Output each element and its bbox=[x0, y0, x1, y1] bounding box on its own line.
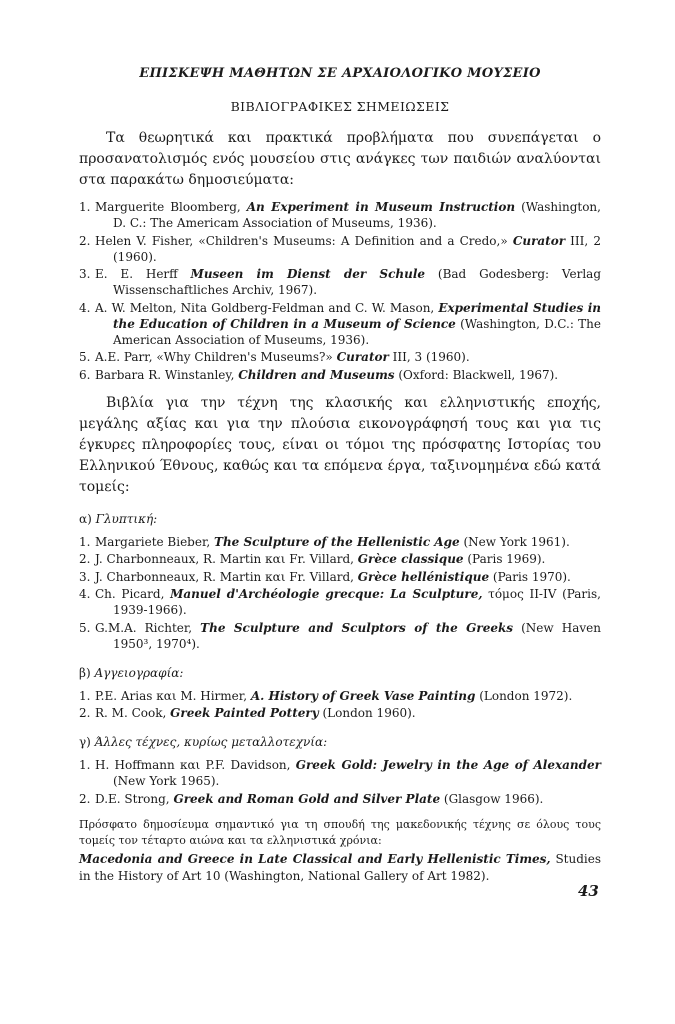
reference-num: 2. bbox=[79, 233, 91, 248]
reference-post: (Paris 1969). bbox=[463, 552, 546, 566]
page-number: 43 bbox=[578, 882, 599, 900]
reference-title: Experimental Studies in the Education of Children in a Museum of Science bbox=[113, 300, 601, 331]
reference-item bbox=[79, 551, 601, 567]
reference-num: 2. bbox=[79, 552, 91, 566]
reference-pre: Margariete Bieber, bbox=[95, 534, 215, 549]
reference-num: 4. bbox=[79, 587, 91, 601]
reference-post: (Oxford: Blackwell, 1967). bbox=[394, 367, 559, 382]
intro-paragraph: Τα θεωρητικά και πρακτικά προβλήματα που συνεπάγεται ο προσανατολισμός ενός μουσείου στις ανάγκες των παιδιών αναλύονται στα παρακάτω δημοσιεύματα: bbox=[79, 130, 601, 188]
reference-title: Curator bbox=[512, 233, 566, 248]
reference-title: The Sculpture and Sculptors of the Greeks bbox=[200, 620, 514, 635]
reference-pre: J. Charbonneaux, R. Martin και Fr. Villard, bbox=[95, 569, 358, 584]
reference-item bbox=[79, 757, 601, 789]
reference-item bbox=[79, 367, 601, 383]
reference-num: 5. bbox=[79, 620, 91, 635]
reference-item bbox=[79, 233, 601, 265]
reference-title: Museen im Dienst der Schule bbox=[190, 267, 426, 281]
reference-num: 1. bbox=[79, 758, 91, 772]
reference-item bbox=[79, 586, 601, 618]
reference-pre: Helen V. Fisher, «Children's Museums: A Definition and a Credo,» bbox=[95, 233, 513, 248]
reference-pre: Barbara R. Winstanley, bbox=[95, 367, 239, 382]
reference-title: Children and Museums bbox=[238, 367, 395, 382]
reference-title: An Experiment in Museum Instruction bbox=[246, 200, 516, 214]
subsection-label: β) bbox=[79, 665, 91, 680]
reference-item bbox=[79, 791, 601, 807]
reference-item bbox=[79, 705, 601, 721]
subsection-label: γ) bbox=[79, 735, 91, 749]
reference-post: τόμος II-IV (Paris, 1939-1966). bbox=[113, 587, 601, 617]
reference-pre: D.E. Strong, bbox=[95, 791, 174, 806]
subsection-label: α) bbox=[79, 511, 92, 526]
reference-num: 6. bbox=[79, 367, 91, 382]
subsection-heading bbox=[79, 666, 601, 680]
books-intro-paragraph: Βιβλία για την τέχνη της κλασικής και ελληνιστικής εποχής, μεγάλης αξίας και για την πλούσια εικονογράφησή τους και για τις έγκυρες πληροφορίες τους, είναι οι τόμοι της πρόσφατης Ιστορίας του Ελληνικού Έθνους, καθώς και τα επόμενα έργα, ταξινομημένα εδώ κατά τομείς: bbox=[79, 394, 601, 495]
closing-details: Studies in the History of Art 10 (Washington, National Gallery of Art 1982). bbox=[79, 851, 601, 883]
reference-title: A. History of Greek Vase Painting bbox=[250, 688, 476, 703]
reference-title: Grèce classique bbox=[357, 552, 464, 566]
reference-pre: R. M. Cook, bbox=[95, 706, 171, 720]
reference-title: Manuel d'Archéologie grecque: La Sculpture, bbox=[170, 587, 483, 601]
reference-post: (New York 1961). bbox=[459, 534, 570, 549]
reference-num: 4. bbox=[79, 300, 91, 315]
subsection-title: Άλλες τέχνες, κυρίως μεταλλοτεχνία: bbox=[94, 735, 328, 749]
reference-pre: Marguerite Bloomberg, bbox=[95, 200, 247, 214]
reference-num: 2. bbox=[79, 706, 91, 720]
reference-item bbox=[79, 620, 601, 652]
reference-pre: Ch. Picard, bbox=[95, 587, 171, 601]
reference-post: (Bad Godesberg: Verlag Wissenschaftliches Archiv, 1967). bbox=[113, 267, 602, 297]
reference-title: Greek and Roman Gold and Silver Plate bbox=[173, 791, 441, 806]
subsection-reference-list bbox=[79, 757, 601, 807]
subsection-title: Γλυπτική: bbox=[95, 511, 158, 526]
reference-title: The Sculpture of the Hellenistic Age bbox=[214, 534, 460, 549]
reference-post: (New Haven 1950³, 1970⁴). bbox=[113, 620, 601, 651]
reference-pre: H. Hoffmann και P.F. Davidson, bbox=[95, 758, 296, 772]
reference-item bbox=[79, 349, 601, 365]
reference-pre: J. Charbonneaux, R. Martin και Fr. Villard, bbox=[95, 552, 358, 566]
subsection-reference-list bbox=[79, 534, 601, 652]
closing-title: Macedonia and Greece in Late Classical and Early Hellenistic Times, bbox=[79, 851, 551, 866]
reference-num: 1. bbox=[79, 534, 91, 549]
closing-reference bbox=[79, 851, 601, 885]
reference-post: (Glasgow 1966). bbox=[440, 791, 544, 806]
section-heading: ΒΙΒΛΙΟΓΡΑΦΙΚΕΣ ΣΗΜΕΙΩΣΕΙΣ bbox=[230, 99, 450, 114]
reference-item bbox=[79, 688, 601, 704]
reference-num: 3. bbox=[79, 569, 91, 584]
reference-post: (Paris 1970). bbox=[489, 569, 571, 584]
subsection-heading bbox=[79, 512, 601, 526]
reference-pre: E. E. Herff bbox=[95, 267, 191, 281]
reference-item bbox=[79, 569, 601, 585]
reference-item bbox=[79, 300, 601, 348]
recent-note: Πρόσφατο δημοσίευμα σημαντικό για τη σπουδή της μακεδονικής τέχνης σε όλους τους τομείς τον τέταρτο αιώνα και τα ελληνιστικά χρόνια: bbox=[79, 817, 601, 847]
reference-sections bbox=[79, 512, 601, 807]
reference-num: 1. bbox=[79, 688, 91, 703]
reference-num: 5. bbox=[79, 350, 91, 364]
reference-pre: P.E. Arias και M. Hirmer, bbox=[95, 688, 251, 703]
running-header: ΕΠΙΣΚΕΨΗ ΜΑΘΗΤΩΝ ΣΕ ΑΡΧΑΙΟΛΟΓΙΚΟ ΜΟΥΣΕΙΟ bbox=[139, 66, 541, 81]
reference-num: 3. bbox=[79, 267, 91, 281]
museum-reference-list bbox=[79, 199, 601, 383]
reference-post: III, 3 (1960). bbox=[388, 350, 470, 364]
reference-post: (New York 1965). bbox=[113, 774, 220, 788]
reference-title: Greek Gold: Jewelry in the Age of Alexander bbox=[295, 758, 602, 772]
reference-title: Curator bbox=[336, 350, 389, 364]
reference-post: (Washington, D.C.: The American Association of Museums, 1936). bbox=[113, 316, 602, 347]
subsection-title: Αγγειογραφία: bbox=[94, 665, 184, 680]
reference-num: 1. bbox=[79, 200, 91, 214]
reference-post: (London 1972). bbox=[475, 688, 573, 703]
subsection-reference-list bbox=[79, 688, 601, 722]
subsection-heading bbox=[79, 735, 601, 749]
reference-item bbox=[79, 199, 601, 231]
reference-post: (Washington, D. C.: The Americam Association of Museums, 1936). bbox=[113, 200, 601, 230]
reference-num: 2. bbox=[79, 791, 91, 806]
reference-pre: A.E. Parr, «Why Children's Museums?» bbox=[95, 350, 337, 364]
reference-item bbox=[79, 534, 601, 550]
reference-post: (London 1960). bbox=[318, 706, 416, 720]
reference-title: Grèce hellénistique bbox=[357, 569, 490, 584]
reference-item bbox=[79, 266, 601, 298]
reference-pre: A. W. Melton, Nita Goldberg-Feldman and C. W. Mason, bbox=[95, 300, 439, 315]
reference-title: Greek Painted Pottery bbox=[170, 706, 319, 720]
reference-pre: G.M.A. Richter, bbox=[95, 620, 201, 635]
document-page bbox=[79, 66, 601, 885]
reference-post: III, 2 (1960). bbox=[113, 233, 601, 264]
